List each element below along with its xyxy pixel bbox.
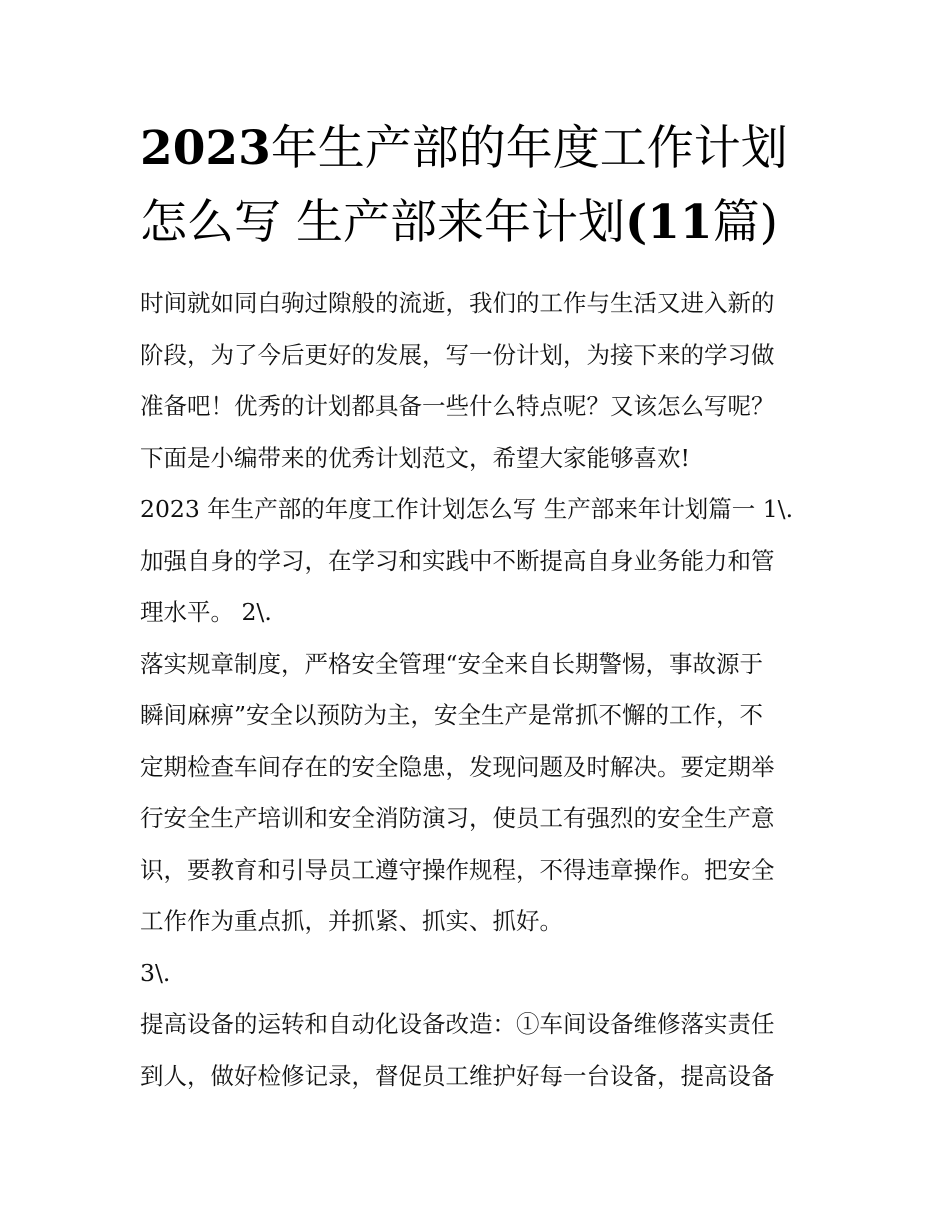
body-line: 提高设备的运转和自动化设备改造：①车间设备维修落实责任 <box>140 1010 775 1038</box>
body-line: 下面是小编带来的优秀计划范文，希望大家能够喜欢! <box>140 443 690 472</box>
body-line: 工作作为重点抓，并抓紧、抓实、抓好。 <box>140 907 563 935</box>
body-line: 瞬间麻痹”安全以预防为主，安全生产是常抓不懈的工作，不 <box>140 701 764 729</box>
body-line: 时间就如同白驹过隙般的流逝，我们的工作与生活又进入新的 <box>140 289 775 317</box>
body-line: 理水平。 2\. <box>140 598 272 626</box>
body-line: 定期检查车间存在的安全隐患，发现问题及时解决。要定期举 <box>140 752 775 781</box>
title-line-2 <box>140 186 820 260</box>
body-line: 到人，做好检修记录，督促员工维护好每一台设备，提高设备 <box>140 1061 775 1090</box>
body-line: 3\. <box>140 958 171 987</box>
title-year: 2023 <box>140 121 271 176</box>
body-line: 准备吧！优秀的计划都具备一些什么特点呢？又该怎么写呢？ <box>140 392 775 420</box>
body-line: 识，要教育和引导员工遵守操作规程，不得违章操作。把安全 <box>140 855 775 884</box>
body-line: 落实规章制度，严格安全管理“安全来自长期警惕，事故源于 <box>140 649 764 678</box>
title-line-1 <box>140 112 820 186</box>
body-line: 阶段，为了今后更好的发展，写一份计划，为接下来的学习做 <box>140 340 775 369</box>
title-text-2: 怎么写 生产部来年计划 <box>140 195 625 250</box>
title-text-3: 篇) <box>712 195 778 250</box>
title-count: (11 <box>624 195 713 250</box>
document-title <box>140 112 820 260</box>
body-line: 2023 年生产部的年度工作计划怎么写 生产部来年计划篇一 1\. <box>140 495 794 523</box>
body-line: 行安全生产培训和安全消防演习，使员工有强烈的安全生产意 <box>140 804 775 832</box>
body-line: 加强自身的学习，在学习和实践中不断提高自身业务能力和管 <box>140 546 775 575</box>
title-text-1: 年生产部的年度工作计划 <box>270 121 788 176</box>
document-body <box>140 278 820 1102</box>
